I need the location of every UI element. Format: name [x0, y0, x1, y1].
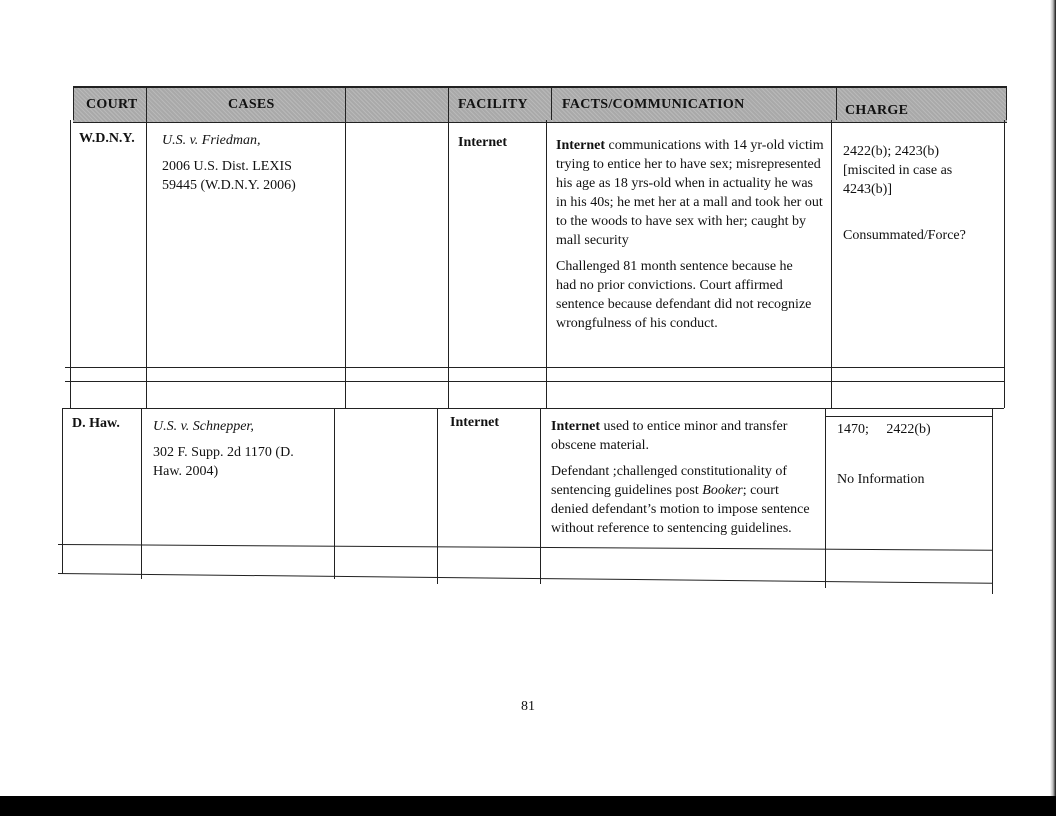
row-spacer-line [65, 367, 1004, 368]
row2-facility: Internet [450, 415, 499, 430]
header-cases: CASES [228, 97, 275, 112]
row2-facts [551, 417, 821, 538]
header-charge: CHARGE [845, 103, 909, 118]
row1-facts-p1 [556, 136, 826, 250]
row1-facts-keyword: Internet [556, 138, 605, 153]
row1-facts-p2: Challenged 81 month sentence because he had no prior convictions. Court affirmed sentence because defendant did not recognize wrongfulness of his conduct. [556, 259, 812, 331]
header-divider [1006, 86, 1007, 120]
header-divider [146, 86, 147, 120]
row2-facts-p2-rest: ; court denied defendant’s motion to impose sentence without reference to sentencing guidelines. [551, 483, 810, 536]
column-divider [546, 120, 547, 408]
row-border [992, 408, 993, 594]
row1-charge-note: Consummated/Force? [843, 228, 966, 243]
row-spacer-line [58, 544, 993, 551]
column-divider [345, 120, 346, 408]
header-divider [345, 86, 346, 120]
scan-bottom-bar [0, 796, 1056, 816]
row-border [1004, 120, 1005, 408]
row1-case-name: U.S. v. Friedman, [162, 133, 261, 148]
row-border [62, 408, 63, 574]
column-divider [825, 408, 826, 588]
row2-court: D. Haw. [72, 416, 120, 431]
row1-facility: Internet [458, 135, 507, 150]
column-divider [448, 120, 449, 408]
column-divider [437, 408, 438, 584]
row2-charge-note: No Information [837, 472, 925, 487]
row2-citation: 302 F. Supp. 2d 1170 (D. Haw. 2004) [153, 445, 294, 479]
row2-facts-p1-text: used to entice minor and transfer obscene material. [551, 419, 788, 453]
header-facility: FACILITY [458, 97, 528, 112]
header-divider [73, 86, 74, 120]
row1-charge-statutes: 2422(b); 2423(b) [miscited in case as 4243(b)] [843, 144, 953, 197]
row2-facts-p2-text: Defendant ;challenged constitutionality of sentencing guidelines post [551, 464, 787, 498]
header-divider [836, 86, 837, 120]
row-border [70, 120, 71, 408]
table-header [73, 86, 1007, 123]
row1-court: W.D.N.Y. [79, 131, 135, 146]
row-bottom-line [58, 573, 993, 584]
header-divider [551, 86, 552, 120]
charge-top-line [825, 416, 992, 417]
row1-case [162, 131, 342, 195]
column-divider [831, 120, 832, 408]
row2-facts-p2-italic: Booker [702, 483, 743, 498]
column-divider [540, 408, 541, 584]
column-divider [334, 408, 335, 579]
row1-facts-p1-text: communications with 14 yr-old victim trying to entice her to have sex; misrepresented his age as 18 yrs-old when in actuality he was in his 40s; he met her at a mall and took her out to the woods to have sex with her; caught by mall security [556, 138, 824, 248]
row2-case [153, 417, 328, 481]
row2-charge [837, 420, 987, 489]
row-spacer-line [65, 381, 1004, 382]
column-divider [141, 408, 142, 579]
row2-facts-keyword: Internet [551, 419, 600, 434]
row1-charge [843, 142, 993, 245]
header-court: COURT [86, 97, 138, 112]
header-divider [448, 86, 449, 120]
row2-charge-statutes: 1470; 2422(b) [837, 422, 931, 437]
scan-edge [1050, 0, 1056, 816]
row2-facts-p2 [551, 462, 813, 538]
row1-facts [556, 136, 826, 333]
page-number: 81 [521, 699, 535, 714]
header-facts: FACTS/COMMUNICATION [562, 97, 745, 112]
row2-case-name: U.S. v. Schnepper, [153, 419, 254, 434]
row1-citation: 2006 U.S. Dist. LEXIS 59445 (W.D.N.Y. 2006) [162, 159, 296, 193]
row-divider [62, 408, 1004, 409]
column-divider [146, 120, 147, 408]
row2-facts-p1 [551, 417, 791, 455]
